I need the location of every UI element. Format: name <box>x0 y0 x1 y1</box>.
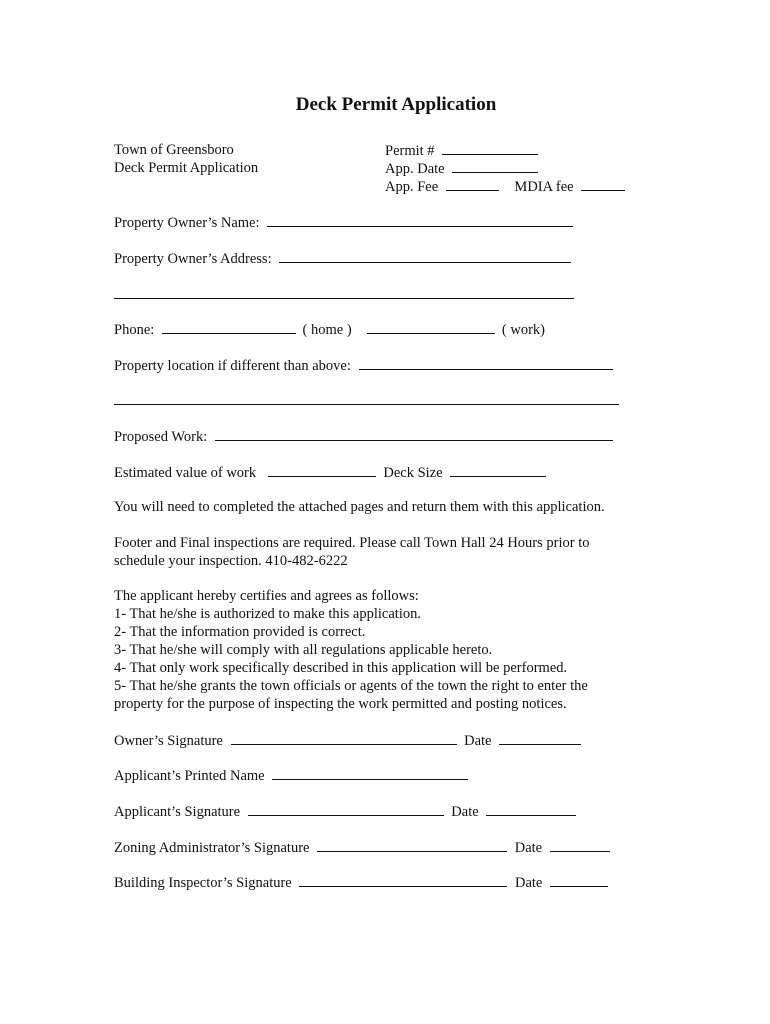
estimated-value-label: Estimated value of work <box>114 465 257 481</box>
form-subtitle: Deck Permit Application <box>114 160 259 176</box>
page-title: Deck Permit Application <box>295 94 497 115</box>
app-date-field[interactable] <box>385 159 538 178</box>
owner-name-label: Property Owner’s Name: <box>114 215 260 231</box>
attached-pages-note: You will need to completed the attached pages and return them with this application. <box>114 499 605 515</box>
applicant-date-blank[interactable] <box>486 802 576 816</box>
owner-name-field[interactable] <box>114 213 573 232</box>
proposed-work-blank[interactable] <box>215 427 613 441</box>
printed-name-blank[interactable] <box>272 766 468 780</box>
owner-address-field[interactable] <box>114 249 571 268</box>
app-date-blank[interactable] <box>452 159 538 173</box>
app-fee-blank[interactable] <box>446 177 499 191</box>
inspector-signature-blank[interactable] <box>299 873 507 887</box>
owner-address-blank[interactable] <box>279 249 571 263</box>
certification-item: 4- That only work specifically described in this application will be performed. <box>114 660 568 676</box>
zoning-date-blank[interactable] <box>550 838 610 852</box>
owner-address-line-2[interactable] <box>114 298 574 299</box>
applicant-signature-label: Applicant’s Signature <box>114 804 241 820</box>
owner-date-blank[interactable] <box>499 731 581 745</box>
estimated-value-blank[interactable] <box>268 463 376 477</box>
certification-intro: The applicant hereby certifies and agrees as follows: <box>114 588 419 604</box>
permit-number-field[interactable] <box>385 141 538 160</box>
work-phone-blank[interactable] <box>367 320 495 334</box>
printed-name-label: Applicant’s Printed Name <box>114 768 265 784</box>
zoning-signature-field[interactable] <box>114 838 610 857</box>
owner-name-blank[interactable] <box>267 213 573 227</box>
certification-item: 2- That the information provided is correct. <box>114 624 366 640</box>
owner-signature-field[interactable] <box>114 731 581 750</box>
app-fee-field[interactable] <box>385 177 625 196</box>
deck-size-label: Deck Size <box>383 465 443 481</box>
phone-label: Phone: <box>114 322 155 338</box>
deck-size-blank[interactable] <box>450 463 546 477</box>
inspector-date-label: Date <box>515 875 543 891</box>
inspector-signature-field[interactable] <box>114 873 608 892</box>
estimated-value-field[interactable] <box>114 463 546 482</box>
permit-number-label: Permit # <box>385 143 435 159</box>
zoning-date-label: Date <box>514 840 543 856</box>
property-location-blank[interactable] <box>359 356 613 370</box>
inspector-date-blank[interactable] <box>550 873 608 887</box>
app-fee-label: App. Fee <box>385 179 439 195</box>
app-date-label: App. Date <box>385 161 445 177</box>
owner-date-label: Date <box>464 733 492 749</box>
owner-address-label: Property Owner’s Address: <box>114 251 272 267</box>
zoning-signature-blank[interactable] <box>317 838 507 852</box>
inspections-note-line-2: schedule your inspection. 410-482-6222 <box>114 553 348 569</box>
phone-field[interactable] <box>114 320 545 339</box>
proposed-work-label: Proposed Work: <box>114 429 208 445</box>
proposed-work-field[interactable] <box>114 427 613 446</box>
mdia-fee-label: MDIA fee <box>514 179 574 195</box>
property-location-field[interactable] <box>114 356 613 375</box>
zoning-signature-label: Zoning Administrator’s Signature <box>114 840 310 856</box>
certification-item: 1- That he/she is authorized to make this application. <box>114 606 421 622</box>
certification-item: 3- That he/she will comply with all regulations applicable hereto. <box>114 642 493 658</box>
inspector-signature-label: Building Inspector’s Signature <box>114 875 292 891</box>
permit-number-blank[interactable] <box>442 141 538 155</box>
applicant-signature-blank[interactable] <box>248 802 444 816</box>
printed-name-field[interactable] <box>114 766 468 785</box>
property-location-label: Property location if different than above: <box>114 358 351 374</box>
work-label: ( work) <box>501 322 545 338</box>
owner-signature-blank[interactable] <box>231 731 457 745</box>
owner-signature-label: Owner’s Signature <box>114 733 223 749</box>
home-label: ( home ) <box>302 322 352 338</box>
property-location-line-2[interactable] <box>114 404 619 405</box>
applicant-signature-field[interactable] <box>114 802 576 821</box>
applicant-date-label: Date <box>451 804 479 820</box>
certification-item: property for the purpose of inspecting the work permitted and posting notices. <box>114 696 567 712</box>
town-name: Town of Greensboro <box>114 142 234 158</box>
mdia-fee-blank[interactable] <box>581 177 625 191</box>
certification-item: 5- That he/she grants the town officials or agents of the town the right to enter the <box>114 678 588 694</box>
home-phone-blank[interactable] <box>162 320 296 334</box>
inspections-note-line-1: Footer and Final inspections are required. Please call Town Hall 24 Hours prior to <box>114 535 590 551</box>
